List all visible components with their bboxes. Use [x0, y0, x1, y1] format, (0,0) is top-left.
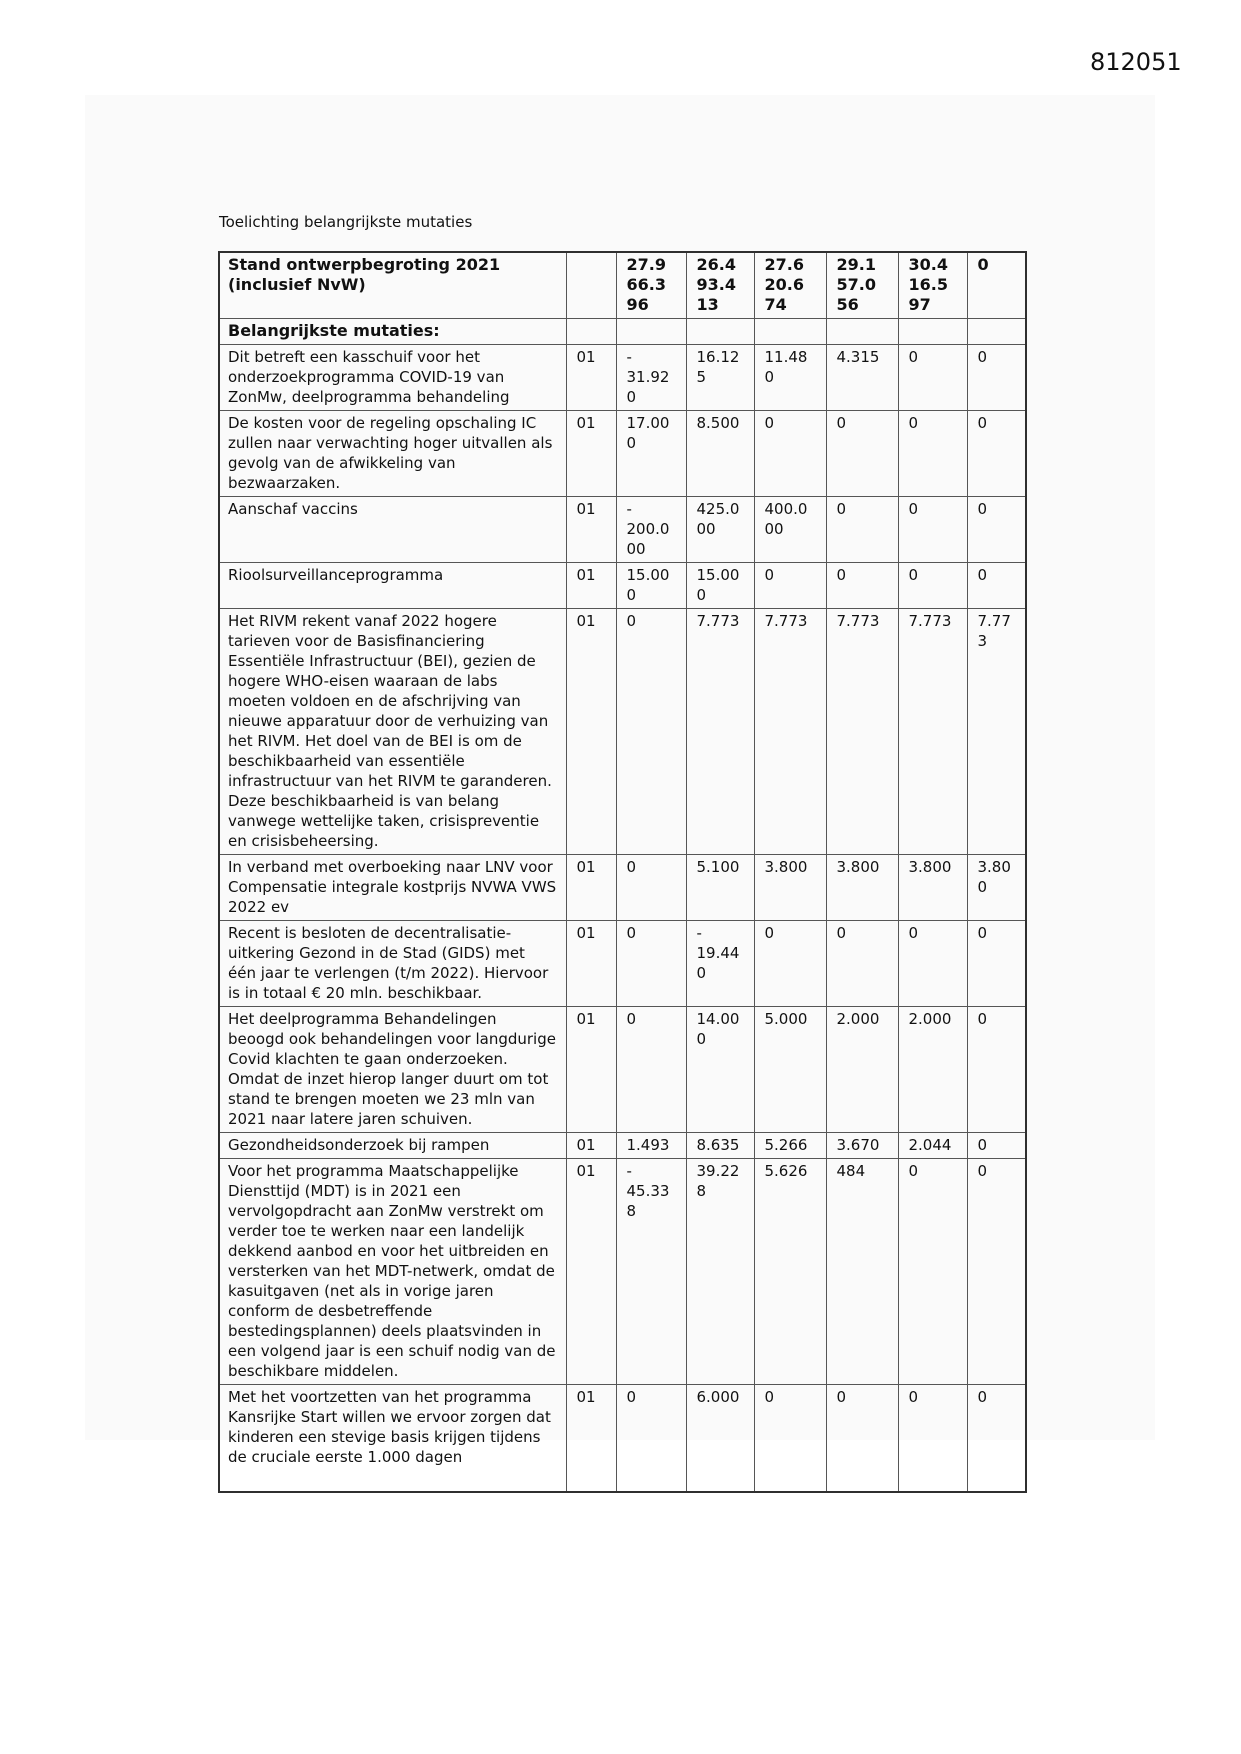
row-value: 425.000 — [686, 497, 754, 563]
row-value: 0 — [826, 563, 898, 609]
header-code-cell — [566, 252, 616, 319]
section-empty-cell — [754, 319, 826, 345]
table-row — [219, 497, 1026, 563]
row-value: 8.635 — [686, 1133, 754, 1159]
row-value: 0 — [826, 497, 898, 563]
row-value: 0 — [967, 411, 1026, 497]
row-value: 0 — [967, 345, 1026, 411]
row-description: Met het voortzetten van het programma Kansrijke Start willen we ervoor zorgen dat kinderen een stevige basis krijgen tijdens de cruciale eerste 1.000 dagen — [219, 1385, 566, 1493]
row-code: 01 — [566, 1159, 616, 1385]
row-value: 16.125 — [686, 345, 754, 411]
row-code: 01 — [566, 609, 616, 855]
row-value: 484 — [826, 1159, 898, 1385]
row-value: 5.266 — [754, 1133, 826, 1159]
section-empty-cell — [967, 319, 1026, 345]
header-value-cell: 27.966.396 — [616, 252, 686, 319]
row-value: 0 — [967, 497, 1026, 563]
row-value: 0 — [616, 609, 686, 855]
row-value: 0 — [754, 921, 826, 1007]
row-value: 0 — [967, 1007, 1026, 1133]
row-value: 7.773 — [898, 609, 967, 855]
row-description: Dit betreft een kasschuif voor het onderzoekprogramma COVID-19 van ZonMw, deelprogramma behandeling — [219, 345, 566, 411]
row-value: 0 — [898, 1385, 967, 1493]
row-value: 14.000 — [686, 1007, 754, 1133]
row-value: - 45.338 — [616, 1159, 686, 1385]
row-value: 5.100 — [686, 855, 754, 921]
row-value: 5.626 — [754, 1159, 826, 1385]
row-value: 0 — [898, 345, 967, 411]
row-value: - 200.000 — [616, 497, 686, 563]
table-row — [219, 1385, 1026, 1493]
row-code: 01 — [566, 345, 616, 411]
row-value: 11.480 — [754, 345, 826, 411]
row-value: 0 — [967, 1159, 1026, 1385]
header-value-cell: 27.620.674 — [754, 252, 826, 319]
section-empty-cell — [566, 319, 616, 345]
row-value: - 31.920 — [616, 345, 686, 411]
row-value: 3.670 — [826, 1133, 898, 1159]
row-description: Voor het programma Maatschappelijke Diensttijd (MDT) is in 2021 een vervolgopdracht aan ZonMw verstrekt om verder toe te werken naar een landelijk dekkend aanbod en voor het uitbreiden en versterken van het MDT-netwerk, omdat de kasuitgaven (net als in vorige jaren conform de desbetreffende bestedingsplannen) deels plaatsvinden in een volgend jaar is een schuif nodig van de beschikbare middelen. — [219, 1159, 566, 1385]
row-value: 0 — [826, 1385, 898, 1493]
row-value: 8.500 — [686, 411, 754, 497]
row-code: 01 — [566, 1385, 616, 1493]
row-value: 2.000 — [826, 1007, 898, 1133]
table-row — [219, 1007, 1026, 1133]
row-description: Aanschaf vaccins — [219, 497, 566, 563]
row-code: 01 — [566, 921, 616, 1007]
row-description: Recent is besloten de decentralisatie-uitkering Gezond in de Stad (GIDS) met één jaar te verlengen (t/m 2022). Hiervoor is in totaal € 20 mln. beschikbaar. — [219, 921, 566, 1007]
row-description: Gezondheidsonderzoek bij rampen — [219, 1133, 566, 1159]
row-value: 0 — [898, 1159, 967, 1385]
row-code: 01 — [566, 497, 616, 563]
row-value: 0 — [967, 921, 1026, 1007]
row-value: 1.493 — [616, 1133, 686, 1159]
row-value: 0 — [898, 563, 967, 609]
row-value: 6.000 — [686, 1385, 754, 1493]
row-value: 3.800 — [898, 855, 967, 921]
table-row — [219, 1159, 1026, 1385]
row-value: 7.773 — [826, 609, 898, 855]
header-value-cell: 29.157.056 — [826, 252, 898, 319]
mutations-table — [218, 251, 1027, 1493]
row-code: 01 — [566, 411, 616, 497]
row-value: 3.800 — [967, 855, 1026, 921]
row-value: 0 — [616, 1385, 686, 1493]
row-value: 0 — [967, 1385, 1026, 1493]
row-value: 7.773 — [754, 609, 826, 855]
row-value: 0 — [898, 921, 967, 1007]
header-value-cell: 26.493.413 — [686, 252, 754, 319]
header-value-cell: 0 — [967, 252, 1026, 319]
row-value: 0 — [826, 921, 898, 1007]
table-header-row — [219, 252, 1026, 319]
page-number: 812051 — [1090, 48, 1182, 76]
row-value: 39.228 — [686, 1159, 754, 1385]
section-row — [219, 319, 1026, 345]
row-value: 7.773 — [686, 609, 754, 855]
row-code: 01 — [566, 1133, 616, 1159]
row-description: In verband met overboeking naar LNV voor Compensatie integrale kostprijs NVWA VWS 2022 ev — [219, 855, 566, 921]
row-value: 0 — [754, 563, 826, 609]
row-description: Rioolsurveillanceprogramma — [219, 563, 566, 609]
row-value: 0 — [754, 411, 826, 497]
row-value: 0 — [754, 1385, 826, 1493]
table-row — [219, 563, 1026, 609]
row-value: 0 — [967, 1133, 1026, 1159]
row-value: 17.000 — [616, 411, 686, 497]
row-value: 0 — [616, 921, 686, 1007]
row-description: De kosten voor de regeling opschaling IC zullen naar verwachting hoger uitvallen als gevolg van de afwikkeling van bezwaarzaken. — [219, 411, 566, 497]
row-value: 400.000 — [754, 497, 826, 563]
row-value: 2.000 — [898, 1007, 967, 1133]
section-label: Belangrijkste mutaties: — [219, 319, 566, 345]
table-row — [219, 1133, 1026, 1159]
section-empty-cell — [826, 319, 898, 345]
row-value: 15.000 — [686, 563, 754, 609]
row-code: 01 — [566, 1007, 616, 1133]
document-title: Toelichting belangrijkste mutaties — [219, 213, 473, 231]
section-empty-cell — [616, 319, 686, 345]
row-code: 01 — [566, 563, 616, 609]
row-value: 0 — [616, 855, 686, 921]
row-value: 4.315 — [826, 345, 898, 411]
row-value: 3.800 — [826, 855, 898, 921]
table-body — [219, 345, 1026, 1493]
row-value: 0 — [898, 497, 967, 563]
row-value: 0 — [616, 1007, 686, 1133]
table-row — [219, 609, 1026, 855]
table-row — [219, 345, 1026, 411]
row-value: 15.000 — [616, 563, 686, 609]
row-value: 0 — [826, 411, 898, 497]
row-value: 3.800 — [754, 855, 826, 921]
row-description: Het deelprogramma Behandelingen beoogd ook behandelingen voor langdurige Covid klachten te gaan onderzoeken. Omdat de inzet hierop langer duurt om tot stand te brengen moeten we 23 mln van 2021 naar latere jaren schuiven. — [219, 1007, 566, 1133]
header-label-cell: Stand ontwerpbegroting 2021 (inclusief NvW) — [219, 252, 566, 319]
table-row — [219, 855, 1026, 921]
section-empty-cell — [686, 319, 754, 345]
row-value: 0 — [898, 411, 967, 497]
row-value: 7.773 — [967, 609, 1026, 855]
header-value-cell: 30.416.597 — [898, 252, 967, 319]
row-value: 0 — [967, 563, 1026, 609]
table-row — [219, 411, 1026, 497]
row-value: 5.000 — [754, 1007, 826, 1133]
table-row — [219, 921, 1026, 1007]
row-code: 01 — [566, 855, 616, 921]
row-value: - 19.440 — [686, 921, 754, 1007]
section-empty-cell — [898, 319, 967, 345]
row-description: Het RIVM rekent vanaf 2022 hogere tarieven voor de Basisfinanciering Essentiële Infrastructuur (BEI), gezien de hogere WHO-eisen waaraan de labs moeten voldoen en de afschrijving van nieuwe apparatuur door de verhuizing van het RIVM. Het doel van de BEI is om de beschikbaarheid van essentiële infrastructuur van het RIVM te garanderen. Deze beschikbaarheid is van belang vanwege wettelijke taken, crisispreventie en crisisbeheersing. — [219, 609, 566, 855]
row-value: 2.044 — [898, 1133, 967, 1159]
